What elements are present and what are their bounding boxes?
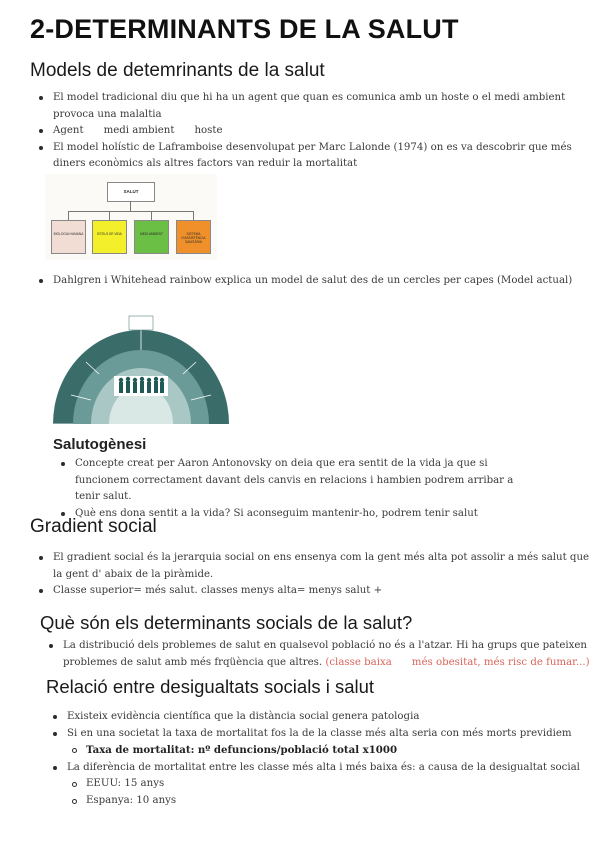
list-item: Dahlgren i Whitehead rainbow explica un model de salut des de un cercles per capes (Model actual) <box>34 273 589 290</box>
diagram-top-box: SALUT <box>107 182 155 202</box>
relacio-heading: Relació entre desigualtats socials i salut <box>46 676 375 697</box>
salutogenesi-heading: Salutogènesi <box>53 436 147 453</box>
list-item <box>44 638 596 671</box>
list-item: Existeix evidència científica que la distància social genera patologia <box>48 709 593 726</box>
gradient-list <box>34 550 599 600</box>
formula: Taxa de mortalitat: nº defuncions/població total x1000 <box>86 744 398 756</box>
gradient-heading: Gradient social <box>30 516 157 537</box>
sub-list-item: Espanya: 10 anys <box>48 793 593 810</box>
red-note-b: més obesitat, més risc de fumar...) <box>411 656 590 668</box>
lalonde-diagram <box>45 174 217 260</box>
diagram-box: ESTILS DE VIDA <box>92 220 127 254</box>
red-note-a: (classe baixa <box>325 656 392 668</box>
diagram-box: BIOLOGIA HUMANA <box>51 220 86 254</box>
sub-list-item: EEUU: 15 anys <box>48 776 593 793</box>
models-heading: Models de detemrinants de la salut <box>30 60 325 81</box>
diagram-box: SISTEMA D'ASSISTÈNCIA SANITÀRIA <box>176 220 211 254</box>
list-item: El gradient social és la jerarquia social on ens ensenya com la gent més alta pot assolir a més salut que la gent d' abaix de la piràmide. <box>34 550 599 583</box>
rainbow-svg <box>51 300 231 424</box>
list-item: El model holístic de Laframboise desenvolupat per Marc Lalonde (1974) on es va descobrir que més diners econòmics als altres factors van reduir la mortalitat <box>34 140 589 173</box>
salutogenesi-list <box>56 456 526 522</box>
dahlgren-list <box>34 273 589 290</box>
triad-host: hoste <box>194 125 223 136</box>
relacio-list <box>48 709 593 809</box>
top-label-box <box>129 316 153 330</box>
determinants-text: La distribució dels problemes de salut en qualsevol població no és a l'atzar. Hi ha grups que pateixen problemes de salut amb més frqüència que altres. <box>63 640 587 668</box>
list-item-triad <box>34 123 589 140</box>
list-item: Si en una societat la taxa de mortalitat fos la de la classe més alta seria con més morts previdiem <box>48 726 593 743</box>
triad-environment: medi ambient <box>103 125 175 136</box>
sub-list-item <box>48 742 593 760</box>
list-item: Què ens dona sentit a la vida? Si aconseguim mantenir-ho, podrem tenir salut <box>56 506 526 523</box>
list-item: Classe superior= més salut. classes menys alta= menys salut + <box>34 583 599 600</box>
list-item: El model tradicional diu que hi ha un agent que quan es comunica amb un hoste o el medi ambient provoca una malaltia <box>34 90 589 123</box>
list-item: Concepte creat per Aaron Antonovsky on deia que era sentit de la vida ja que si funcionem correctament davant dels canvis en relacions i hambien podrem arribar a tenir salut. <box>56 456 526 506</box>
models-list <box>34 90 589 173</box>
rainbow-diagram <box>51 300 231 424</box>
list-item: La diferència de mortalitat entre les classe més alta i més baixa és: a causa de la desigualtat social <box>48 760 593 777</box>
diagram-box: MEDI AMBIENT <box>134 220 169 254</box>
determinants-list <box>44 638 596 671</box>
determinants-heading: Què són els determinants socials de la salut? <box>40 612 413 633</box>
page-title: 2-DETERMINANTS DE LA SALUT <box>30 14 459 44</box>
triad-agent: Agent <box>53 125 84 136</box>
